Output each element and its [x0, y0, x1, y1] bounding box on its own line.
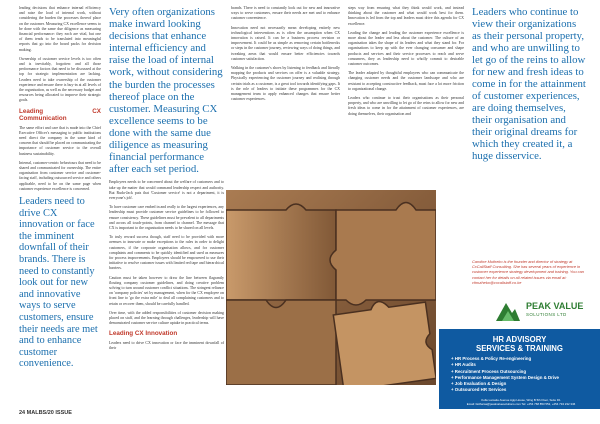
- advert-title: [439, 335, 600, 353]
- section-heading: Leading CX Communication: [19, 107, 101, 123]
- article-column-5: [472, 6, 587, 162]
- body-paragraph: To have customer care embed in and really to the largest experiences, any leadership must provide customer service guidelines to be followed to ensure consistency. These guidelines must be prevalent to all departments and across all touch-points, from channel to channel. The message that CX is important to the organisation needs to be shared on all levels.: [109, 205, 224, 230]
- body-paragraph: Ownership of customer service levels is too often and is inevitably, forgotten: and all those performance factors that need to be discussed at the top for strategic implementation are lacking. Leaders need to take ownership of the customer experience and ensure there is buy-in at all levels of the organisation, as well as the necessary budget and resources being allocated to improve their strategic goals.: [19, 56, 101, 103]
- body-paragraph: Leading the change and leading the customer experience excellence is more about the leader and less about the customer. The culture of an organisation takes the shape of its leaders and what they stand for. For organisations to keep up with the ever changing consumer and shape products and services and their service processes to reach and serve consumers, they as leadership need to wholly commit to desirable customer outcomes.: [348, 30, 464, 67]
- article-column-3: [231, 6, 340, 106]
- body-paragraph: Caution must be taken however to draw the line between flagrantly flouting company customer guidelines, and doing creative problem solving to turn around customer conflict situations. The stringent reliance on 'company policies' set by management, when for the CX employee on front line to 'go the extra mile' to deal all complaining customers and to retain or recover them, should be carefully handled.: [109, 275, 224, 306]
- body-paragraph: Internal, customer-centric behaviours that need to be shared and communicated for ownership. The entire organisation from customer service and customer-facing staff, including outsourced service and others applicable, need to be on the same page when customer experience excellence is concerned.: [19, 160, 101, 191]
- body-paragraph: Leaders who continue to trust their organisations as their personal property, and who are unwilling to let go of the reins to allow for new and fresh ideas to come in for the attainment of customer experiences, are doing themselves, their organisation and: [348, 96, 464, 116]
- hr-advisory-advert: [439, 329, 600, 409]
- logo-name: PEAK VALUE: [526, 301, 584, 311]
- article-column-2: [109, 6, 224, 355]
- author-bio: Caroline Mutheko is the founder and director of strategy at CxCallStaff Consulting. She has several years of experience in customer experience strategy development and training. You can contact her for details on all related issues via email at: cfmutheko@cxcallstaff.co.ke: [472, 259, 584, 285]
- body-paragraph: Innovation need not necessarily mean developing entirely new technological interventions as is often the assumption when CX innovation is raised. It can be a business process revision or improvement. It could be as simple as removing certain bottlenecks or steps in the customer journey, reviewing ways of doing things, and tweaking areas that would ensure better efficiencies towards customer satisfaction.: [231, 25, 340, 61]
- advert-title-line: SERVICES & TRAINING: [476, 344, 563, 353]
- pull-quote: Leaders need to drive CX innovation or face the imminent downfall of their brands. There is need to constantly look out for new and innovative ways to serve customers, ensure their needs are met and to enhance customer convenience.: [19, 196, 98, 370]
- advert-service-item: + Job Evaluation & Design: [451, 381, 507, 387]
- advert-service-item: + Outsourced HR Services: [451, 387, 507, 393]
- advert-title-line: HR ADVISORY: [492, 335, 547, 344]
- body-paragraph: The same effort and care that is made into the Chief Executive Officer's messaging to public institutions need direct the company in the same kind of concern that should be placed on communicating the importance of customer service to the overall business sustainability.: [19, 125, 102, 156]
- body-paragraph: To truly reward success though, staff need to be provided with more avenues to innovate or make exceptions to the rules in order to delight customers, if the corporate organisation allows, and for customer complaints and comments to be quickly identified and used as measures for process improvements. Employees should be empowered to use their initiative to resolve customer issues with limited red tape and hierarchical barriers.: [109, 235, 224, 271]
- mountain-logo-icon: [494, 297, 522, 325]
- body-paragraph: Leaders need to drive CX innovation or face the imminent downfall of their: [109, 340, 224, 351]
- body-paragraph: Employees needs to be concerned about the welfare of customers and to take up the matter that would command leadership respect and authority. But Ruda-Jack puts that 'Customer service' is not a department, it is everyone's job'.: [109, 180, 224, 200]
- magazine-name: MALBS/20 ISSUE: [26, 410, 72, 416]
- body-paragraph: Walking in the customer's shoes by listening to feedback and literally mapping the products and services on offer is a valuable strategy. Physically experiencing the customer journey and realising through certain trials as a customer, is a great tool towards identifying gaps. It is the role of leaders to initiate these programmes for the CX management team to apply enhanced changes that ensure better customer experiences.: [231, 66, 340, 102]
- advert-service-list: [451, 356, 559, 394]
- body-paragraph: Over time, with the added responsibilities of customer decision making placed on staff, and the learning through challenges, leadership will have demonstrated customer service culture uptake in practical terms.: [109, 310, 224, 326]
- advert-contact-details: Email: lisitharsa@peakvaluesolutions.com Tel: +254 768 853 552, +254 734 232 346: [466, 401, 576, 406]
- advert-service-item: + Performance Management System Design & Drive: [451, 374, 559, 380]
- advert-service-item: + HR Process & Policy Re-engineering: [451, 356, 532, 361]
- page-footer: [19, 410, 72, 416]
- article-column-4: [348, 6, 464, 121]
- puzzle-illustration: [226, 190, 436, 385]
- article-column-1: [19, 6, 101, 375]
- pull-quote: Leaders who continue to view their organizations as their personal property, and who are unwilling to let go of the reins to allow for new and fresh ideas to come in for the attainment of customer experiences, are doing themselves, their organisation and their original dreams for which they created it, a huge disservice.: [472, 6, 586, 162]
- company-logo: [494, 297, 584, 327]
- advert-contact: [445, 399, 597, 407]
- section-heading: Leading CX Innovation: [109, 330, 178, 338]
- body-paragraph: The leader adapted by thoughtful employees who can communicate the changing customer needs and the customer landscape and who are resistant to accepting constructive feedback, must face a lot more friction to organizational change.: [348, 71, 464, 91]
- page-number: 24: [19, 410, 26, 416]
- advert-address: Kolle Lamaite Avenue Agip House, Wing B 5th Floor, Suite D1: [481, 398, 561, 402]
- pull-quote: Very often organizations make inward looking decisions that enhance internal efficiency and raise the load of internal work, without considering the burden the processes thereof place on the customer. Measuring CX excellence seems to be done with the same due diligence as measuring financial performance after each set period.: [109, 6, 223, 176]
- logo-subtitle: SOLUTIONS LTD: [526, 312, 567, 317]
- puzzle-pieces-image: [226, 190, 436, 385]
- advert-service-item: + Recruitment Process Outsourcing: [451, 368, 527, 374]
- body-paragraph: steps way from ensuring what they think would work, and instead thinking about the customer and what would work best for them. Innovation is led from the top and leaders must drive this agenda for CX excellence.: [348, 6, 464, 26]
- advert-service-item: + HR Audits: [451, 362, 476, 368]
- body-paragraph: leading decisions that enhance internal efficiency and raise the load of internal work, without considering the burden the processes thereof place on the customer. Measuring CX excellence seems to be done with the same due diligence as measuring financial performance: they each are vital, but one of them tends to be translated into meaningful reports that go into the board packs for decision making.: [19, 6, 101, 52]
- body-paragraph: brands. There is need to constantly look out for new and innovative ways to serve customers, ensure their needs are met and to enhance customer convenience.: [231, 6, 340, 21]
